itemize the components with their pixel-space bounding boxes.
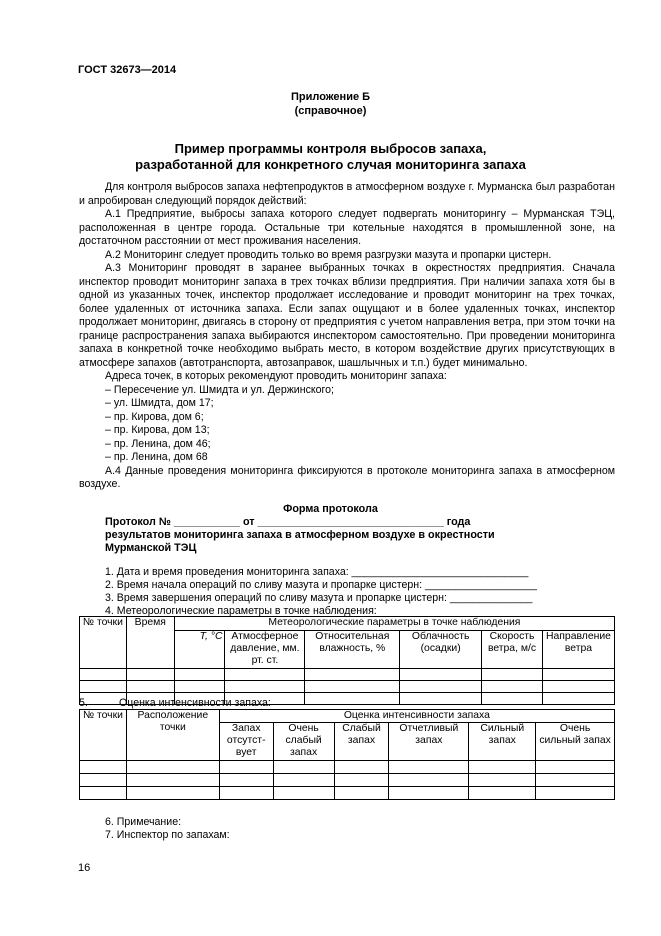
address-item: – пр. Кирова, дом 6; — [105, 410, 204, 423]
table-cell[interactable] — [334, 774, 389, 787]
table-cell[interactable] — [80, 774, 127, 787]
page-title — [0, 141, 661, 173]
table-cell[interactable] — [80, 681, 127, 693]
intensity-header-group: Оценка интенсивности запаха — [219, 710, 614, 723]
form-items — [105, 566, 537, 618]
table-cell[interactable] — [536, 787, 615, 800]
table-cell[interactable] — [334, 787, 389, 800]
table-cell[interactable] — [389, 787, 469, 800]
paragraph-addresses-intro: Адреса точек, в которых рекомендуют проводить мониторинг запаха: — [105, 370, 447, 382]
table-cell[interactable] — [219, 774, 273, 787]
meteo-table — [79, 616, 615, 705]
table-cell[interactable] — [174, 681, 225, 693]
form-item-5-label: Оценка интенсивности запаха: — [119, 697, 271, 709]
table-cell[interactable] — [469, 774, 536, 787]
intensity-header-point-no: № точки — [80, 710, 127, 761]
table-cell[interactable] — [400, 681, 482, 693]
table-cell[interactable] — [273, 761, 334, 774]
table-cell[interactable] — [80, 761, 127, 774]
table-cell[interactable] — [400, 669, 482, 681]
table-cell[interactable] — [305, 693, 400, 705]
paragraph-intro: Для контроля выбросов запаха нефтепродуктов в атмосферном воздухе г. Мурманска был разработан и апробирован следующий порядок действий: — [79, 181, 615, 207]
table-cell[interactable] — [400, 693, 482, 705]
meteo-header-cloudiness: Облачность (осадки) — [400, 631, 482, 669]
table-cell[interactable] — [225, 681, 305, 693]
table-cell[interactable] — [126, 787, 219, 800]
table-cell[interactable] — [273, 787, 334, 800]
table-cell[interactable] — [482, 681, 543, 693]
table-cell[interactable] — [174, 669, 225, 681]
meteo-header-pressure: Атмосферное давление, мм. рт. ст. — [225, 631, 305, 669]
title-line-2: разработанной для конкретного случая мониторинга запаха — [135, 157, 526, 172]
table-cell[interactable] — [469, 761, 536, 774]
table-cell[interactable] — [225, 669, 305, 681]
table-cell[interactable] — [80, 787, 127, 800]
form-title: Форма протокола — [283, 503, 378, 515]
table-cell[interactable] — [305, 681, 400, 693]
form-item-6: 6. Примечание: — [105, 816, 182, 828]
paragraph-a1: А.1 Предприятие, выбросы запаха которого следует подвергать мониторингу – Мурманская ТЭЦ, расположенная в центре города. Остальные три котельные находятся в промышленной зоне, на достаточном расстоянии от мест проживания населения. — [79, 208, 615, 247]
address-item: – пр. Ленина, дом 68 — [105, 451, 208, 463]
form-item-4: 4. Метеорологические параметры в точке наблюдения: — [105, 605, 377, 617]
table-cell[interactable] — [482, 669, 543, 681]
form-item-5-number: 5. — [79, 697, 88, 709]
paragraph-a2: А.2 Мониторинг следует проводить только во время разгрузки мазута и пропарки цистерн. — [105, 248, 552, 261]
intensity-header-weak: Слабый запах — [334, 723, 389, 761]
address-item: – пр. Ленина, дом 46; — [105, 437, 211, 450]
intensity-header-very-strong: Очень сильный запах — [536, 723, 615, 761]
table-cell[interactable] — [126, 681, 174, 693]
table-cell[interactable] — [273, 774, 334, 787]
meteo-header-time: Время — [126, 617, 174, 669]
meteo-header-point-no: № точки — [80, 617, 127, 669]
meteo-header-group: Метеорологические параметры в точке наблюдения — [174, 617, 614, 631]
paragraph-a4: А.4 Данные проведения мониторинга фиксируются в протоколе мониторинга запаха в атмосферном воздухе. — [79, 464, 615, 490]
intensity-header-distinct: Отчетливый запах — [389, 723, 469, 761]
intensity-header-location: Расположение точки — [126, 710, 219, 761]
address-item: – Пересечение ул. Шмидта и ул. Держинского; — [105, 383, 334, 396]
table-cell[interactable] — [305, 669, 400, 681]
table-cell[interactable] — [126, 669, 174, 681]
table-cell[interactable] — [536, 774, 615, 787]
meteo-header-wind-speed: Скорость ветра, м/с — [482, 631, 543, 669]
table-cell[interactable] — [219, 787, 273, 800]
protocol-line-3: Мурманской ТЭЦ — [105, 542, 197, 554]
table-cell[interactable] — [126, 774, 219, 787]
form-item-1: 1. Дата и время проведения мониторинга запаха: ______________________________ — [105, 566, 529, 578]
appendix-heading — [0, 90, 661, 118]
table-row — [80, 761, 615, 774]
table-row — [80, 669, 615, 681]
form-item-2: 2. Время начала операций по сливу мазута и пропарке цистерн: ___________________ — [105, 579, 537, 591]
intensity-header-strong: Сильный запах — [469, 723, 536, 761]
protocol-header — [105, 516, 495, 555]
address-item: – ул. Шмидта, дом 17; — [105, 397, 214, 409]
paragraph-a3: А.3 Мониторинг проводят в заранее выбранных точках в окрестностях предприятия. Сначала инспектор проводит мониторинг запаха в трех точках вблизи предприятия. При наличии запаха хотя бы в одной из указанных точек, инспектор продолжает исследование и проводит мониторинг на трех точках, более удаленных от источника запаха. Если запах ощущают и в более удаленных точках, инспектор продолжает мониторинг, двигаясь в сторону от предприятия с учетом направления ветра, при этом точки на границе распространения запаха выбираются инспектором самостоятельно. При проведении мониторинга запаха в конкретной точке необходимо выбрать место, в котором воздействие других присутствующих в атмосфере запахов (автотранспорта, автозаправок, шашлычных и т.п.) будет минимально. — [79, 262, 615, 369]
appendix-label: Приложение Б — [290, 91, 371, 103]
title-line-1: Пример программы контроля выбросов запаха, — [174, 141, 487, 156]
table-row — [80, 681, 615, 693]
appendix-note: (справочное) — [294, 105, 367, 117]
table-cell[interactable] — [80, 669, 127, 681]
table-cell[interactable] — [126, 761, 219, 774]
intensity-header-very-weak: Очень слабый запах — [273, 723, 334, 761]
form-item-3: 3. Время завершения операций по сливу мазута и пропарке цистерн: ______________ — [105, 592, 533, 604]
page-number: 16 — [78, 862, 91, 874]
table-cell[interactable] — [219, 761, 273, 774]
protocol-line-1: Протокол № ___________ от _______________________________ года — [105, 516, 471, 528]
table-row — [80, 787, 615, 800]
protocol-line-2: результатов мониторинга запаха в атмосферном воздухе в окрестности — [105, 529, 495, 541]
meteo-header-temperature: T, °C — [174, 631, 225, 669]
address-item: – пр. Кирова, дом 13; — [105, 424, 210, 436]
table-cell[interactable] — [334, 761, 389, 774]
intensity-table — [79, 709, 615, 800]
intensity-header-absent: Запах отсутст-вует — [219, 723, 273, 761]
body-text — [79, 181, 615, 492]
document-code: ГОСТ 32673—2014 — [78, 64, 177, 76]
table-cell[interactable] — [542, 681, 614, 693]
meteo-header-humidity: Относительная влажность, % — [305, 631, 400, 669]
table-cell[interactable] — [542, 693, 614, 705]
table-cell[interactable] — [542, 669, 614, 681]
table-row — [80, 774, 615, 787]
form-notes — [105, 816, 230, 842]
table-cell[interactable] — [389, 761, 469, 774]
table-cell[interactable] — [536, 761, 615, 774]
table-cell[interactable] — [482, 693, 543, 705]
table-cell[interactable] — [469, 787, 536, 800]
table-cell[interactable] — [389, 774, 469, 787]
meteo-header-wind-direction: Направление ветра — [542, 631, 614, 669]
form-item-7: 7. Инспектор по запахам: — [105, 829, 230, 841]
